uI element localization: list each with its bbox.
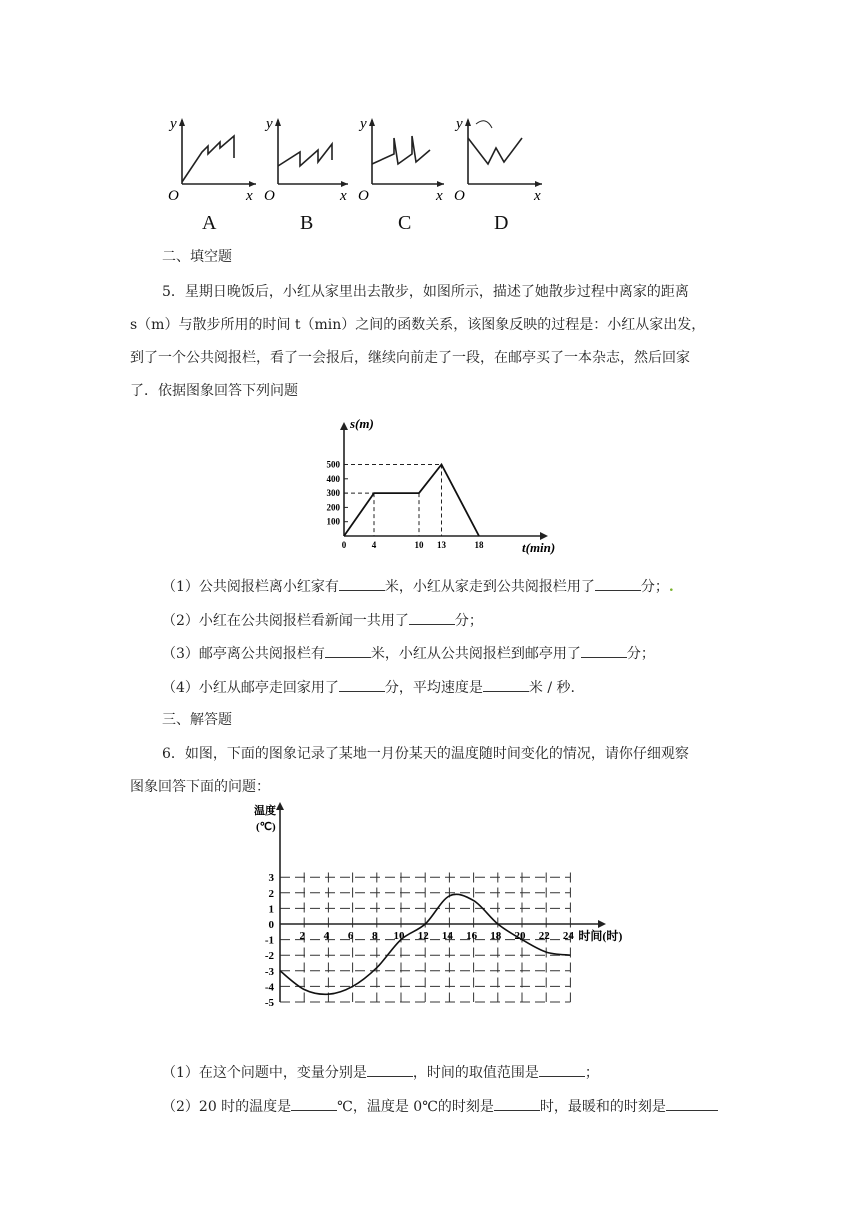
q5-sub-2-text-b: 分；: [454, 613, 483, 629]
q5-sub-2-blank-1[interactable]: [409, 610, 455, 625]
x-tick-label: 22: [538, 930, 550, 942]
x-tick-label: 8: [372, 930, 378, 942]
q6-sub-1: [162, 1062, 599, 1083]
x-tick-label: 10: [393, 930, 405, 942]
y-tick-label: 3: [268, 872, 274, 885]
q6-sub-2-text-c: 时，最暖和的时刻是: [539, 1099, 666, 1115]
y-tick-label: 1: [268, 903, 274, 916]
q6-sub-1-text-a: （1）在这个问题中，变量分别是: [162, 1065, 367, 1081]
x-tick-label: 4: [323, 930, 330, 942]
q5-sub-3-blank-2[interactable]: [581, 643, 627, 658]
q6-sub-2-text-b: ℃，温度是 0℃的时刻是: [337, 1099, 494, 1115]
option-a-graph: [168, 116, 256, 204]
q5-sub-4-blank-1[interactable]: [339, 677, 385, 692]
y-tick-label: 400: [326, 473, 340, 484]
option-b-y-letter: y: [266, 116, 273, 132]
q5-sub-3-text-c: 分；: [626, 646, 655, 662]
q5-sub-4-text-c: 米 / 秒.: [528, 680, 575, 696]
q6-line-2: 图象回答下面的问题：: [130, 779, 270, 795]
section-heading-answer: 三、解答题: [162, 712, 232, 728]
y-tick-label: 200: [326, 502, 340, 513]
y-axis-label-line-2: (℃): [256, 821, 276, 833]
q5-sub-4-text-b: 分，平均速度是: [384, 680, 483, 696]
q5-sub-3-blank-1[interactable]: [325, 643, 371, 658]
x-tick-label: 2: [299, 930, 305, 942]
option-b-x-letter: x: [340, 188, 347, 204]
q6-sub-1-text-b: ，时间的取值范围是: [412, 1065, 539, 1081]
y-tick-label: 2: [268, 887, 274, 900]
q5-sub-1-text-c: 分；: [640, 579, 669, 595]
x-tick-label: 0: [341, 540, 347, 550]
y-tick-label: 100: [326, 516, 340, 527]
x-tick-label: 20: [514, 930, 526, 942]
y-tick-label: -1: [264, 934, 274, 947]
x-axis-label: t(min): [522, 540, 556, 555]
temperature-chart: [252, 802, 646, 1044]
y-tick-label: -2: [264, 950, 274, 963]
q6-sub-1-blank-2[interactable]: [539, 1062, 585, 1077]
x-tick-label: 24: [562, 930, 574, 942]
q5-sub-3: [162, 643, 655, 664]
option-d-graph: [454, 116, 542, 204]
q5-sub-4-text-a: （4）小红从邮亭走回家用了: [162, 680, 339, 696]
y-axis-label-line-1: 温度: [254, 805, 276, 817]
q5-sub-4: [162, 677, 575, 698]
x-tick-label: 4: [371, 540, 377, 550]
q5-line-2: s（m）与散步所用的时间 t（min）之间的函数关系，该图象反映的过程是：小红从家出发，: [130, 317, 706, 333]
q6-sub-1-blank-1[interactable]: [367, 1062, 413, 1077]
x-tick-label: 14: [441, 930, 453, 942]
y-tick-label: -3: [264, 965, 274, 978]
x-tick-label: 16: [466, 930, 478, 942]
y-tick-label: -5: [264, 997, 274, 1009]
x-tick-label: 6: [347, 930, 354, 942]
y-tick-label: 300: [326, 488, 340, 499]
q5-sub-3-text-a: （3）邮亭离公共阅报栏有: [162, 646, 325, 662]
option-c-x-letter: x: [436, 188, 443, 204]
option-d-y-letter: y: [456, 116, 463, 132]
option-c-graph: [358, 116, 444, 204]
x-axis-label: 时间(时): [578, 929, 623, 943]
q5-sub-1-text-b: 米，小红从家走到公共阅报栏用了: [384, 579, 595, 595]
q5-line-3: 到了一个公共阅报栏，看了一会报后，继续向前走了一段，在邮亭买了一本杂志，然后回家: [130, 350, 690, 366]
q5-line-1: 5．星期日晚饭后，小红从家里出去散步，如图所示，描述了她散步过程中离家的距离: [162, 284, 689, 300]
q5-sub-2: [162, 610, 483, 631]
distance-series-line: [344, 465, 479, 537]
q5-sub-2-text-a: （2）小红在公共阅报栏看新闻一共用了: [162, 613, 409, 629]
x-axis-arrow: [598, 920, 606, 928]
y-tick-label: 500: [326, 459, 340, 470]
x-tick-label: 10: [414, 540, 424, 550]
q5-sub-3-text-b: 米，小红从公共阅报栏到邮亭用了: [370, 646, 581, 662]
q5-line-4: 了．依据图象回答下列问题: [130, 383, 298, 399]
x-tick-label: 12: [417, 930, 429, 942]
option-d-origin: O: [454, 188, 465, 204]
option-c-label: C: [398, 212, 412, 234]
q5-sub-4-blank-2[interactable]: [483, 677, 529, 692]
q6-sub-2-text-a: （2）20 时的温度是: [162, 1099, 292, 1115]
q6-sub-2-blank-1[interactable]: [291, 1096, 337, 1111]
green-dot-mark: .: [668, 579, 674, 595]
option-b-label: B: [300, 212, 314, 234]
q5-sub-1-blank-1[interactable]: [339, 576, 385, 591]
y-tick-label: -4: [264, 981, 274, 994]
q5-sub-1: [162, 576, 674, 597]
option-d-x-letter: x: [534, 188, 541, 204]
q6-sub-2-blank-3[interactable]: [666, 1096, 718, 1111]
option-b-graph: [264, 116, 348, 204]
distance-time-chart: [318, 414, 570, 556]
y-axis-arrow: [340, 422, 348, 430]
option-b-origin: O: [264, 188, 275, 204]
x-tick-label: 13: [437, 540, 446, 550]
option-c-y-letter: y: [360, 116, 367, 132]
q6-sub-2: [162, 1096, 718, 1117]
option-a-y-letter: y: [170, 116, 177, 132]
y-axis-arrow: [276, 802, 284, 810]
x-tick-label: 18: [474, 540, 484, 550]
q6-sub-1-text-c: ；: [584, 1065, 599, 1081]
q6-line-1: 6．如图，下面的图象记录了某地一月份某天的温度随时间变化的情况，请你仔细观察: [162, 746, 689, 762]
y-tick-label: 0: [268, 919, 274, 931]
x-axis-arrow: [540, 532, 548, 540]
option-d-label: D: [494, 212, 509, 234]
section-heading-fill-blank: 二、填空题: [162, 249, 232, 265]
option-a-x-letter: x: [246, 188, 253, 204]
option-a-label: A: [202, 212, 217, 234]
x-tick-label: 18: [490, 930, 502, 942]
option-a-origin: O: [168, 188, 179, 204]
q5-sub-1-text-a: （1）公共阅报栏离小红家有: [162, 579, 339, 595]
y-axis-label: s(m): [350, 416, 374, 431]
q5-sub-1-blank-2[interactable]: [595, 576, 641, 591]
option-c-origin: O: [358, 188, 369, 204]
q6-sub-2-blank-2[interactable]: [494, 1096, 540, 1111]
